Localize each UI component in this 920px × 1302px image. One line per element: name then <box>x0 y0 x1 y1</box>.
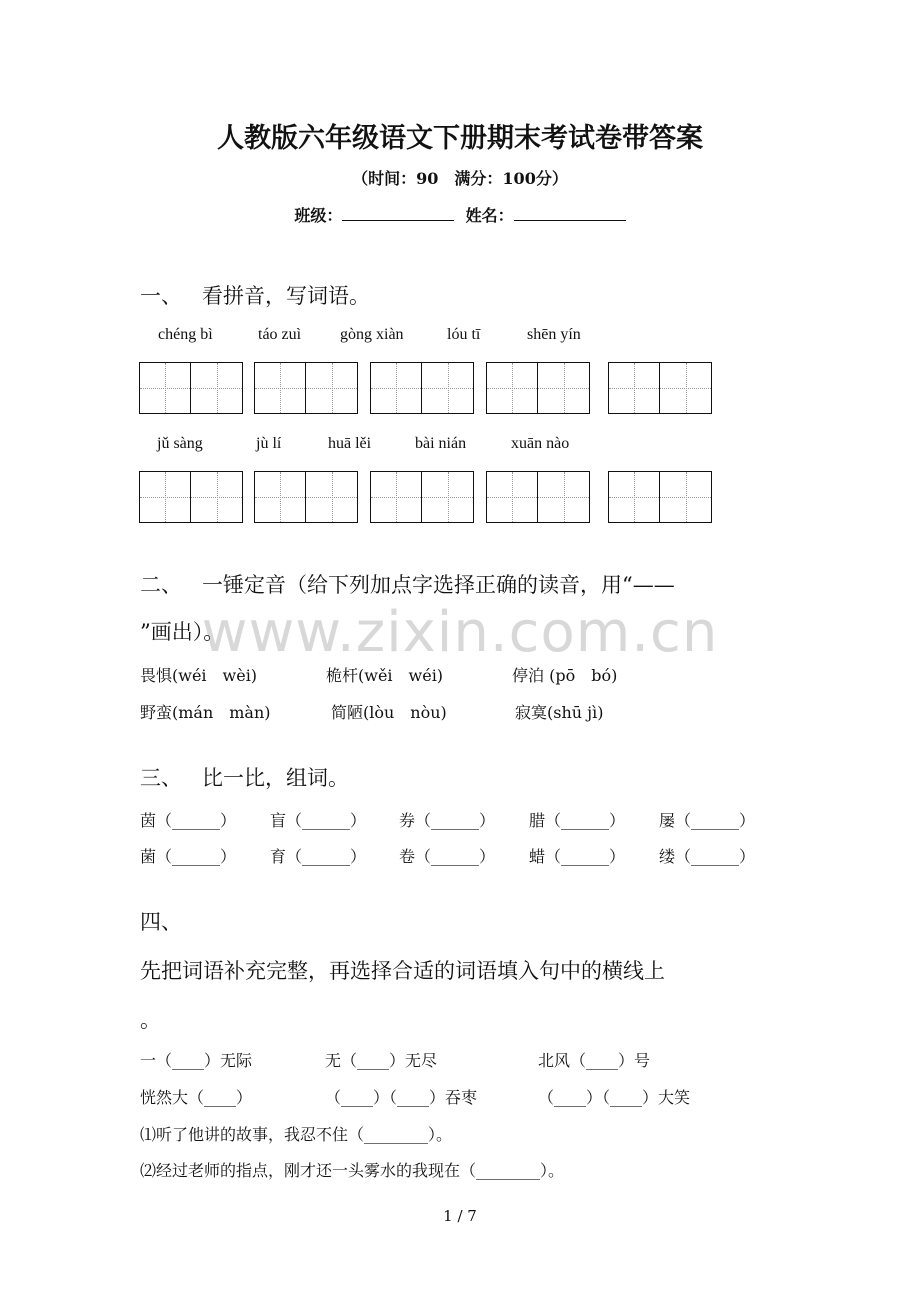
word-blank[interactable]: 菌（______） <box>140 847 237 866</box>
writing-box[interactable] <box>608 471 712 523</box>
word-blank[interactable]: 盲（______） <box>270 811 367 830</box>
writing-box[interactable] <box>139 471 243 523</box>
writing-box[interactable] <box>370 362 474 414</box>
section-3-heading <box>140 762 349 792</box>
reading-choice[interactable]: 畏惧(wéi wèi) <box>140 666 258 685</box>
idiom-blank[interactable]: 无（____）无尽 <box>325 1051 438 1070</box>
sentence-question-1[interactable]: ⑴听了他讲的故事，我忍不住（________）。 <box>140 1125 453 1144</box>
pinyin-label: gòng xiàn <box>340 326 404 343</box>
idiom-blank[interactable]: 恍然大（____） <box>140 1088 253 1107</box>
reading-choice[interactable]: 野蛮(mán màn) <box>140 703 271 722</box>
word-blank[interactable]: 蜡（______） <box>529 847 626 866</box>
writing-box[interactable] <box>254 471 358 523</box>
page-title: 人教版六年级语文下册期末考试卷带答案 <box>217 123 703 154</box>
pinyin-label: lóu tī <box>447 326 481 343</box>
exam-subtitle: （时间：90 满分：100分） <box>352 169 568 188</box>
writing-box[interactable] <box>139 362 243 414</box>
word-blank[interactable]: 育（______） <box>270 847 367 866</box>
section-1-heading <box>140 280 370 310</box>
section-1-number: 一、 <box>140 284 182 308</box>
pinyin-label: táo zuì <box>258 326 302 343</box>
pinyin-label: chéng bì <box>158 326 213 343</box>
section-2-title-continued: ”画出）。 <box>140 620 225 644</box>
pinyin-label: huā lěi <box>328 435 372 452</box>
class-label: 班级： <box>294 206 343 225</box>
word-blank[interactable]: 缕（______） <box>659 847 756 866</box>
reading-choice[interactable]: 简陋(lòu nòu) <box>331 703 447 722</box>
section-4-instruction-continued: 。 <box>140 1008 161 1032</box>
pinyin-label: shēn yín <box>527 326 581 343</box>
name-label: 姓名： <box>465 206 514 225</box>
pinyin-label: jù lí <box>256 435 282 452</box>
writing-box[interactable] <box>608 362 712 414</box>
name-blank[interactable] <box>514 206 626 221</box>
section-1-title: 看拼音，写词语。 <box>202 284 370 308</box>
idiom-blank[interactable]: （____）（____）大笑 <box>538 1088 691 1107</box>
section-3-title: 比一比，组词。 <box>202 766 349 790</box>
section-2-title: 一锤定音（给下列加点字选择正确的读音，用“—— <box>202 573 675 597</box>
writing-box[interactable] <box>370 471 474 523</box>
watermark: www.zixin.com.cn <box>201 600 719 665</box>
idiom-blank[interactable]: （____）（____）吞枣 <box>325 1088 478 1107</box>
section-2-heading <box>140 569 675 599</box>
section-4-instruction: 先把词语补充完整，再选择合适的词语填入句中的横线上 <box>140 959 665 983</box>
reading-choice[interactable]: 寂寞(shū jì) <box>515 703 604 722</box>
writing-box[interactable] <box>486 362 590 414</box>
idiom-blank[interactable]: 一（____）无际 <box>140 1051 253 1070</box>
word-blank[interactable]: 腊（______） <box>529 811 626 830</box>
section-3-number: 三、 <box>140 766 182 790</box>
writing-box[interactable] <box>254 362 358 414</box>
page-number: 1 / 7 <box>443 1207 477 1225</box>
idiom-blank[interactable]: 北风（____）号 <box>538 1051 651 1070</box>
student-info <box>0 203 920 226</box>
reading-choice[interactable]: 桅杆(wěi wéi) <box>326 666 444 685</box>
pinyin-label: xuān nào <box>511 435 570 452</box>
class-blank[interactable] <box>342 206 454 221</box>
reading-choice[interactable]: 停泊 (pō bó) <box>512 666 618 685</box>
sentence-question-2[interactable]: ⑵经过老师的指点，刚才还一头雾水的我现在（________）。 <box>140 1161 565 1180</box>
word-blank[interactable]: 屡（______） <box>659 811 756 830</box>
word-blank[interactable]: 卷（______） <box>399 847 496 866</box>
section-2-number: 二、 <box>140 573 182 597</box>
writing-box[interactable] <box>486 471 590 523</box>
word-blank[interactable]: 券（______） <box>399 811 496 830</box>
section-4-number: 四、 <box>140 910 182 934</box>
pinyin-label: jǔ sàng <box>157 435 203 452</box>
pinyin-label: bài nián <box>415 435 467 452</box>
word-blank[interactable]: 茵（______） <box>140 811 237 830</box>
